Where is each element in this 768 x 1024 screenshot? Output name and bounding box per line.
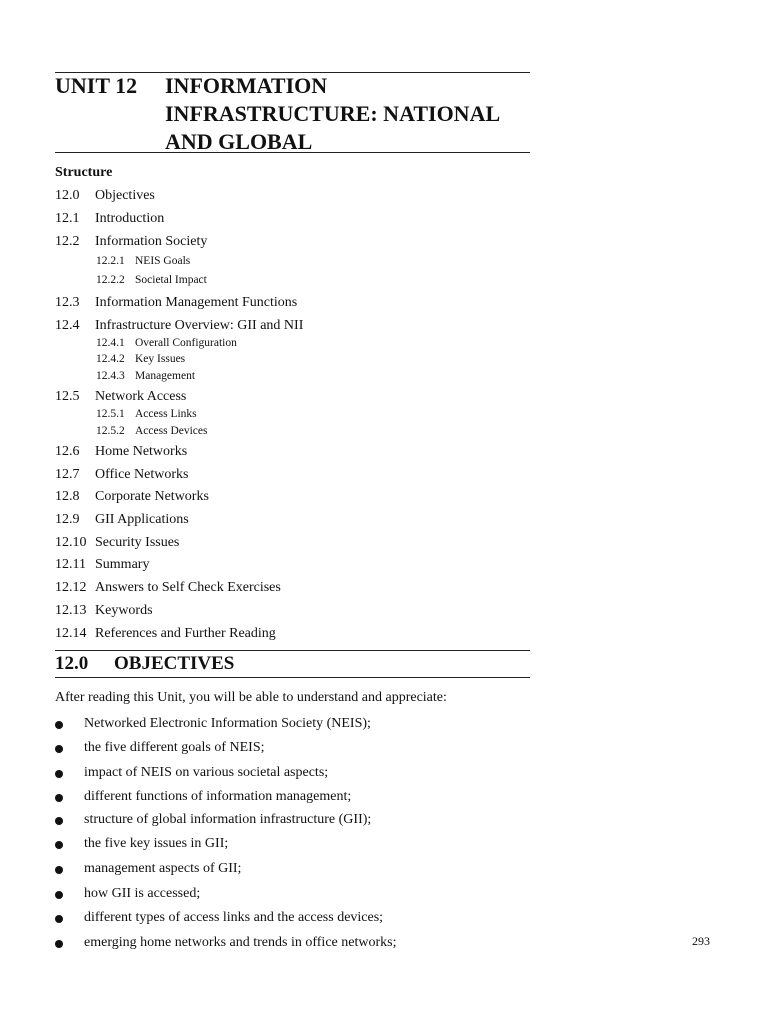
toc-subentry-label: NEIS Goals	[135, 255, 191, 267]
unit-label: UNIT 12	[55, 73, 138, 98]
toc-entry-number: 12.7	[55, 467, 80, 482]
toc-entry	[55, 603, 153, 619]
bullet-dot-icon	[55, 841, 63, 849]
toc-subentry-number: 12.4.3	[96, 370, 125, 382]
toc-subentry-number: 12.5.2	[96, 425, 125, 437]
toc-entry-number: 12.1	[55, 211, 80, 226]
toc-entry	[55, 489, 209, 505]
unit-title-line-1: INFORMATION	[165, 73, 328, 98]
section-number: 12.0	[55, 653, 89, 674]
bullet-dot-icon	[55, 817, 63, 825]
bullet-dot-icon	[55, 794, 63, 802]
title-bottom-rule	[55, 152, 530, 153]
toc-subentry-label: Overall Configuration	[135, 337, 237, 349]
toc-entry	[55, 211, 164, 227]
bullet-dot-icon	[55, 770, 63, 778]
toc-entry-number: 12.11	[55, 557, 86, 572]
unit-title-line-2: INFRASTRUCTURE: NATIONAL	[165, 101, 501, 126]
objective-text: the five key issues in GII;	[84, 836, 229, 851]
toc-entry-label: Keywords	[95, 603, 153, 618]
toc-entry-number: 12.10	[55, 535, 87, 550]
toc-subentry	[96, 408, 197, 420]
objective-text: the five different goals of NEIS;	[84, 740, 265, 755]
toc-entry-label: GII Applications	[95, 512, 189, 527]
objectives-intro: After reading this Unit, you will be able to understand and appreciate:	[55, 690, 447, 705]
unit-title-line-3: AND GLOBAL	[165, 129, 313, 154]
toc-entry-label: Introduction	[95, 211, 165, 226]
toc-entry-number: 12.5	[55, 389, 80, 404]
toc-subentry	[96, 274, 207, 286]
bullet-dot-icon	[55, 866, 63, 874]
toc-entry-number: 12.9	[55, 512, 80, 527]
toc-subentry-label: Key Issues	[135, 353, 186, 365]
toc-entry-number: 12.13	[55, 603, 87, 618]
toc-entry-number: 12.12	[55, 580, 87, 595]
toc-entry-label: Answers to Self Check Exercises	[95, 580, 281, 595]
toc-subentry-number: 12.5.1	[96, 408, 125, 420]
toc-subentry-number: 12.4.2	[96, 353, 125, 365]
toc-entry	[55, 626, 276, 642]
toc-entry-label: Network Access	[95, 389, 187, 404]
bullet-dot-icon	[55, 915, 63, 923]
toc-subentry-label: Societal Impact	[135, 274, 207, 286]
toc-entry-label: Objectives	[95, 188, 155, 203]
toc-entry	[55, 389, 186, 405]
toc-entry	[55, 318, 303, 334]
objective-text: structure of global information infrastructure (GII);	[84, 812, 372, 827]
toc-entry-label: Home Networks	[95, 444, 188, 459]
toc-entry	[55, 557, 149, 573]
toc-entry-label: Corporate Networks	[95, 489, 209, 504]
toc-entry	[55, 188, 155, 204]
toc-entry-number: 12.0	[55, 188, 80, 203]
toc-subentry	[96, 353, 185, 365]
section-bottom-rule	[55, 677, 530, 678]
section-title: OBJECTIVES	[114, 653, 235, 674]
toc-subentry	[96, 255, 190, 267]
toc-entry	[55, 295, 297, 311]
toc-entry-number: 12.2	[55, 234, 80, 249]
toc-subentry	[96, 425, 207, 437]
toc-entry-number: 12.8	[55, 489, 80, 504]
objective-text: impact of NEIS on various societal aspects;	[84, 765, 329, 780]
toc-subentry	[96, 370, 195, 382]
toc-subentry-number: 12.4.1	[96, 337, 125, 349]
toc-entry-label: Information Management Functions	[95, 295, 298, 310]
toc-entry	[55, 512, 189, 528]
toc-subentry	[96, 337, 237, 349]
page-number: 293	[692, 934, 710, 948]
section-heading	[55, 653, 234, 675]
toc-entry-label: Office Networks	[95, 467, 189, 482]
toc-entry	[55, 580, 281, 596]
bullet-dot-icon	[55, 940, 63, 948]
structure-heading: Structure	[55, 165, 113, 180]
objective-text: emerging home networks and trends in office networks;	[84, 935, 397, 950]
toc-subentry-label: Access Links	[135, 408, 197, 420]
objective-text: management aspects of GII;	[84, 861, 242, 876]
objective-text: different types of access links and the access devices;	[84, 910, 384, 925]
toc-entry	[55, 535, 179, 551]
toc-entry-label: Infrastructure Overview: GII and NII	[95, 318, 304, 333]
toc-entry	[55, 234, 207, 250]
toc-entry-number: 12.3	[55, 295, 80, 310]
objective-text: different functions of information management;	[84, 789, 352, 804]
bullet-dot-icon	[55, 745, 63, 753]
toc-entry-label: Security Issues	[95, 535, 180, 550]
objective-text: Networked Electronic Information Society (NEIS);	[84, 716, 371, 731]
bullet-dot-icon	[55, 891, 63, 899]
unit-title-text	[165, 72, 535, 156]
toc-entry-label: References and Further Reading	[95, 626, 276, 641]
toc-entry	[55, 467, 188, 483]
toc-entry-number: 12.4	[55, 318, 80, 333]
toc-entry-label: Summary	[95, 557, 150, 572]
toc-entry-number: 12.14	[55, 626, 87, 641]
objective-text: how GII is accessed;	[84, 886, 201, 901]
bullet-dot-icon	[55, 721, 63, 729]
toc-subentry-number: 12.2.1	[96, 255, 125, 267]
toc-subentry-label: Access Devices	[135, 425, 208, 437]
toc-entry-number: 12.6	[55, 444, 80, 459]
toc-subentry-label: Management	[135, 370, 196, 382]
toc-entry-label: Information Society	[95, 234, 208, 249]
toc-subentry-number: 12.2.2	[96, 274, 125, 286]
section-top-rule	[55, 650, 530, 651]
toc-entry	[55, 444, 187, 460]
